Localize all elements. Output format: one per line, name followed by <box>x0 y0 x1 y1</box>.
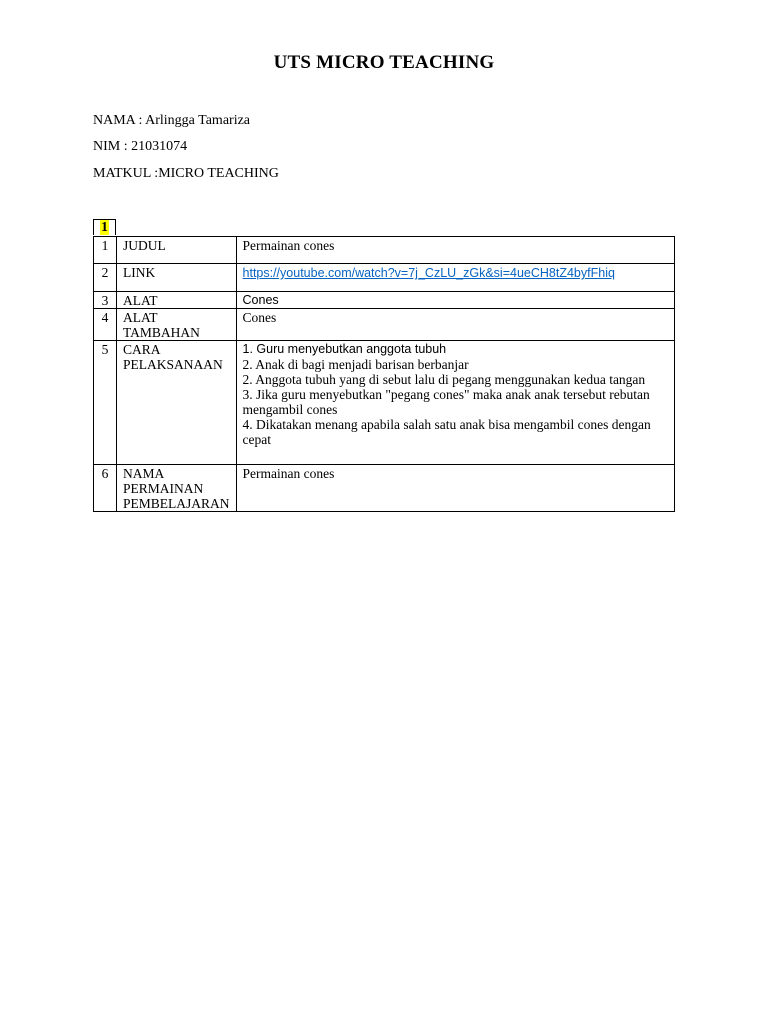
activity-table <box>93 236 675 512</box>
row-value: Cones <box>236 292 674 309</box>
step-item: 4. Dikatakan menang apabila salah satu anak bisa mengambil cones dengan cepat <box>242 417 651 447</box>
row-number: 3 <box>94 292 117 309</box>
table-row <box>94 341 675 465</box>
student-name: NAMA : Arlingga Tamariza <box>93 113 251 128</box>
row-label: NAMA PERMAINAN PEMBELAJARAN <box>117 465 237 512</box>
row-number: 4 <box>94 309 117 341</box>
steps-cell <box>236 341 674 465</box>
row-value: Permainan cones <box>236 465 674 512</box>
table-number-marker: 1 <box>101 220 108 235</box>
step-item: 1. Guru menyebutkan anggota tubuh <box>242 342 447 356</box>
row-value-cell <box>236 264 674 292</box>
row-label: ALAT <box>117 292 237 309</box>
row-label: LINK <box>117 264 237 292</box>
row-number: 6 <box>94 465 117 512</box>
row-value: Permainan cones <box>236 237 674 264</box>
row-label: ALAT TAMBAHAN <box>117 309 237 341</box>
table-row <box>94 465 675 512</box>
table-number-box <box>93 219 116 235</box>
document-title: UTS MICRO TEACHING <box>273 52 495 73</box>
youtube-link[interactable]: https://youtube.com/watch?v=7j_CzLU_zGk&si=4ueCH8tZ4byfFhiq <box>242 266 615 280</box>
row-number: 2 <box>94 264 117 292</box>
table-row <box>94 292 675 309</box>
table-row <box>94 309 675 341</box>
row-label: JUDUL <box>117 237 237 264</box>
course-name: MATKUL :MICRO TEACHING <box>93 166 279 181</box>
row-label: CARA PELAKSANAAN <box>117 341 237 465</box>
row-number: 5 <box>94 341 117 465</box>
table-row <box>94 237 675 264</box>
step-item: 2. Anggota tubuh yang di sebut lalu di pegang menggunakan kedua tangan <box>242 372 646 387</box>
step-item: 2. Anak di bagi menjadi barisan berbanjar <box>242 357 469 372</box>
student-nim: NIM : 21031074 <box>93 139 188 154</box>
table-row <box>94 264 675 292</box>
step-item: 3. Jika guru menyebutkan "pegang cones" maka anak anak tersebut rebutan mengambil cones <box>242 387 650 417</box>
row-number: 1 <box>94 237 117 264</box>
row-value: Cones <box>236 309 674 341</box>
